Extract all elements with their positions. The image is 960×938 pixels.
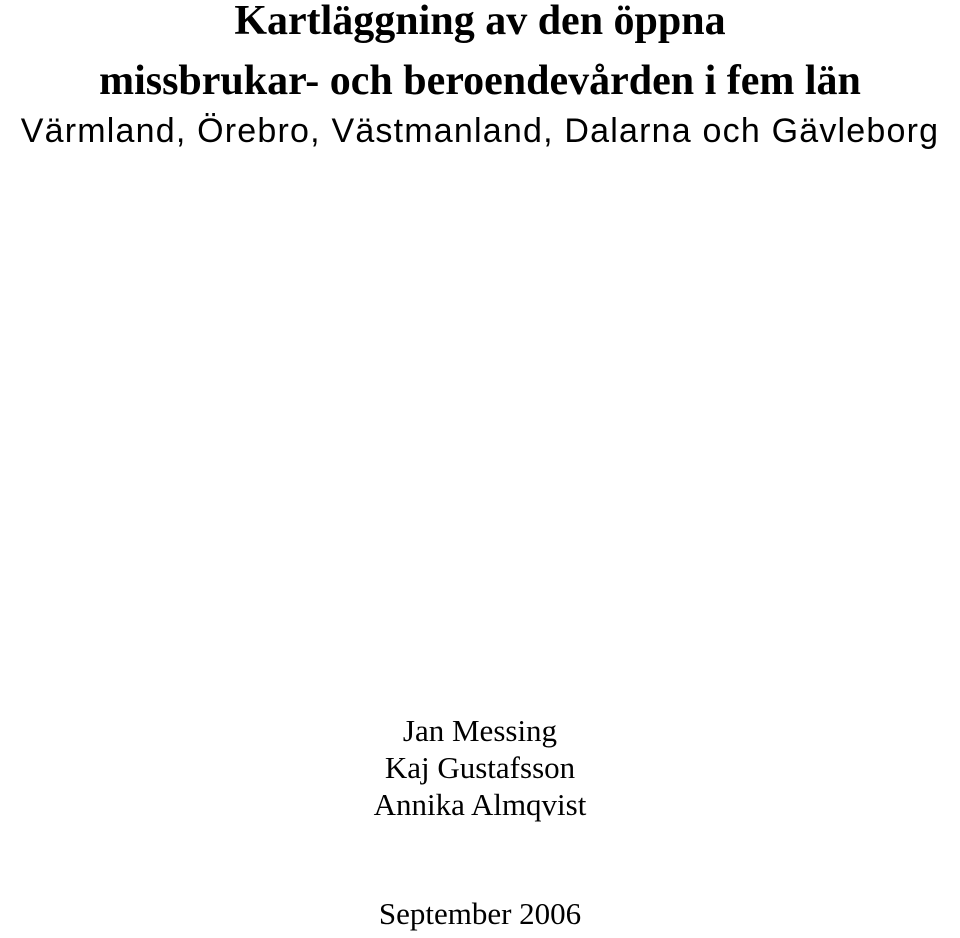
document-title-line-2: missbrukar- och beroendevården i fem län xyxy=(99,58,861,104)
author-list xyxy=(0,712,960,823)
document-subtitle: Värmland, Örebro, Västmanland, Dalarna och Gävleborg xyxy=(20,112,940,150)
author-name: Jan Messing xyxy=(402,713,558,748)
publication-date: September 2006 xyxy=(378,896,582,931)
document-title-line-1: Kartläggning av den öppna xyxy=(234,0,726,44)
author-name: Kaj Gustafsson xyxy=(384,750,576,785)
author-name: Annika Almqvist xyxy=(373,787,587,822)
